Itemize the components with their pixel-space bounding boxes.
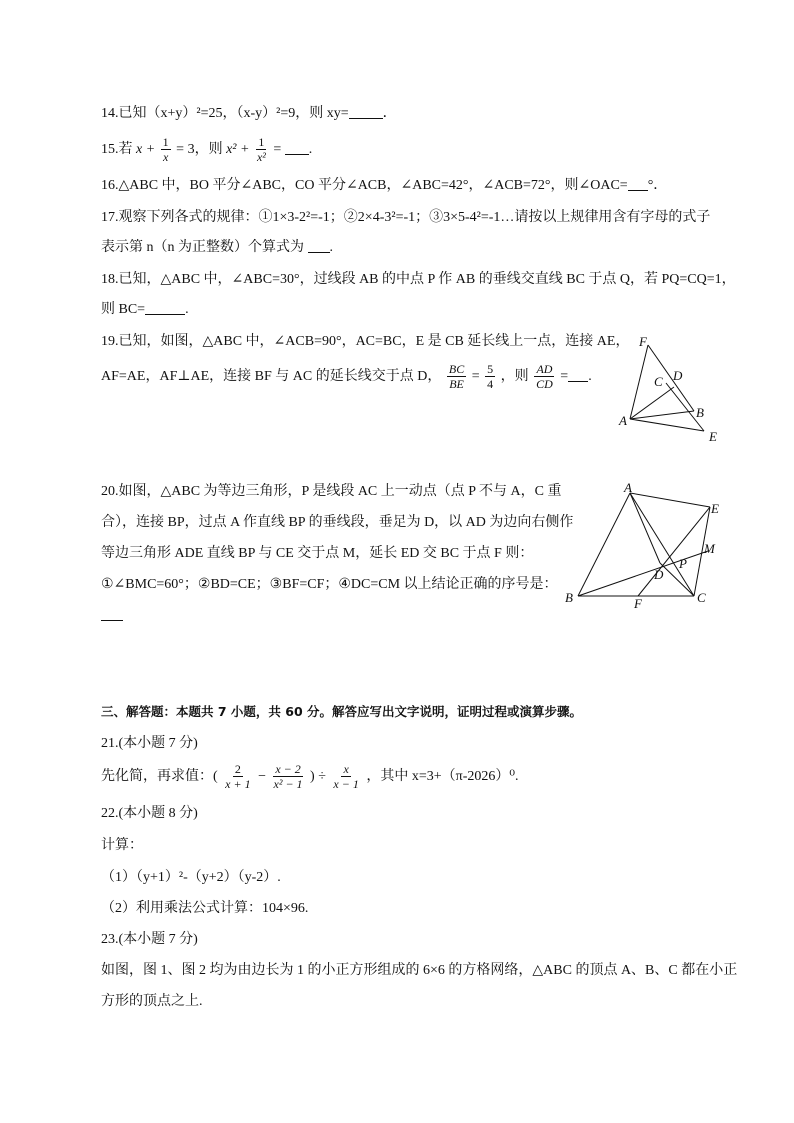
q14-text: 14.已知（x+y）²=25，（x-y）²=9，则 xy=: [101, 106, 349, 121]
label-d: D: [673, 368, 683, 383]
question-23-line-2: 方形的顶点之上.: [101, 994, 203, 1009]
question-19-line-1: 19.已知，如图，△ABC 中，∠ACB=90°，AC=BC，E 是 CB 延长线上一点，连接 AE，: [101, 334, 630, 349]
question-18-line-1: 18.已知，△ABC 中，∠ABC=30°，过线段 AB 的中点 P 作 AB 的垂线交直线 BC 于点 Q，若 PQ=CQ=1，: [101, 272, 736, 287]
line-ef: [638, 507, 710, 596]
q15-fraction-2: $\frac{1}{\text{x²}}$: [256, 135, 266, 165]
q17-answer-blank[interactable]: [308, 238, 330, 253]
label-f: F: [634, 596, 642, 611]
question-20-line-3: 等边三角形 ADE 直线 BP 与 CE 交于点 M，延长 ED 交 BC 于点 F 则：: [101, 546, 534, 561]
question-21-title: 21.(本小题 7 分): [101, 736, 198, 751]
line-ae: [630, 493, 710, 507]
q15-fraction-1: $\frac{1}{x}$: [162, 135, 169, 165]
question-22-calc: 计算：: [101, 838, 143, 853]
q19-fraction-ad-cd: $\frac{AD}{CD}$: [536, 362, 553, 392]
question-14: 14.已知（x+y）²=25，（x-y）²=9，则 xy= ．: [101, 106, 397, 121]
question-19-line-2: AF=AE，AF⊥AE，连接 BF 与 AC 的延长线交于点 D， $\frac{BC}{BE}$ = $\frac{5}{4}$ ，则 $\frac{AD}{CD}$ = .: [101, 362, 592, 392]
question-20-line-1: 20.如图，△ABC 为等边三角形，P 是线段 AC 上一动点（点 P 不与 A，C 重: [101, 484, 562, 499]
label-f: F: [639, 334, 647, 349]
line-ad: [630, 493, 660, 563]
label-c: C: [654, 374, 663, 389]
line-ae: [630, 419, 704, 431]
question-15: 15.若 x + $\frac{1}{x}$ = 3，则 x² + $\frac{1}{\text{x²}}$ = .: [101, 135, 313, 165]
label-b: B: [565, 590, 573, 605]
question-22-part-1: （1）（y+1）²-（y+2）（y-2）.: [101, 870, 281, 885]
label-e: E: [709, 429, 717, 444]
question-20-line-4: ①∠BMC=60°；②BD=CE；③BF=CF；④DC=CM 以上结论正确的序号是：: [101, 577, 558, 592]
question-17-line-2: 表示第 n（n 为正整数）个算式为 .: [101, 240, 333, 255]
question-23-title: 23.(本小题 7 分): [101, 932, 198, 947]
q20-figure: [562, 481, 737, 611]
label-a: A: [624, 481, 632, 495]
question-17-line-1: 17.观察下列各式的规律：①1×3-2²=-1；②2×4-3²=-1；③3×5-4²=-1…请按以上规律用含有字母的式子: [101, 210, 711, 225]
section-3-heading: 三、解答题：本题共 7 小题，共 60 分。解答应写出文字说明，证明过程或演算步骤。: [101, 704, 583, 719]
label-d: D: [654, 567, 664, 582]
q20-answer-blank[interactable]: [101, 606, 123, 621]
q21-fraction-3: $\frac{x}{x - 1}$: [333, 762, 359, 792]
question-22-part-2: （2）利用乘法公式计算：104×96.: [101, 901, 309, 916]
question-22-title: 22.(本小题 8 分): [101, 806, 198, 821]
label-e: E: [711, 501, 719, 516]
q18-answer-blank[interactable]: [145, 300, 185, 315]
label-a: A: [619, 413, 627, 428]
q14-answer-blank[interactable]: [349, 104, 383, 119]
question-23-line-1: 如图，图 1、图 2 均为由边长为 1 的小正方形组成的 6×6 的方格网络，△ABC 的顶点 A、B、C 都在小正: [101, 963, 738, 978]
label-p: P: [679, 556, 687, 571]
q19-fraction-bc-be: $\frac{BC}{BE}$: [448, 362, 465, 392]
label-c: C: [697, 590, 706, 605]
q19-figure: [616, 333, 726, 448]
q16-answer-blank[interactable]: [628, 176, 648, 191]
question-16: 16.△ABC 中，BO 平分∠ABC，CO 平分∠ACB，∠ABC=42°，∠ACB=72°，则∠OAC= °．: [101, 178, 668, 193]
q21-fraction-2: $\frac{x - 2}{\text{x² − 1}}$: [273, 762, 303, 792]
q19-fraction-5-4: $\frac{5}{4}$: [487, 362, 494, 392]
label-b: B: [696, 405, 704, 420]
question-20-line-5: [101, 606, 123, 626]
q19-answer-blank[interactable]: [568, 367, 588, 382]
question-21-body: 先化简，再求值：( $\frac{2}{x + 1}$ − $\frac{x - 2}{\text{x² − 1}}$ ) ÷ $\frac{x}{x - 1}$ ，其中 x=3+（π-2026）⁰.: [101, 762, 519, 792]
label-m: M: [704, 541, 715, 556]
question-18-line-2: 则 BC= .: [101, 302, 189, 317]
question-20-line-2: 合），连接 BP，过点 A 作直线 BP 的垂线段，垂足为 D，以 AD 为边向右侧作: [101, 515, 574, 530]
q15-answer-blank[interactable]: [285, 140, 309, 155]
q21-fraction-1: $\frac{2}{x + 1}$: [225, 762, 251, 792]
